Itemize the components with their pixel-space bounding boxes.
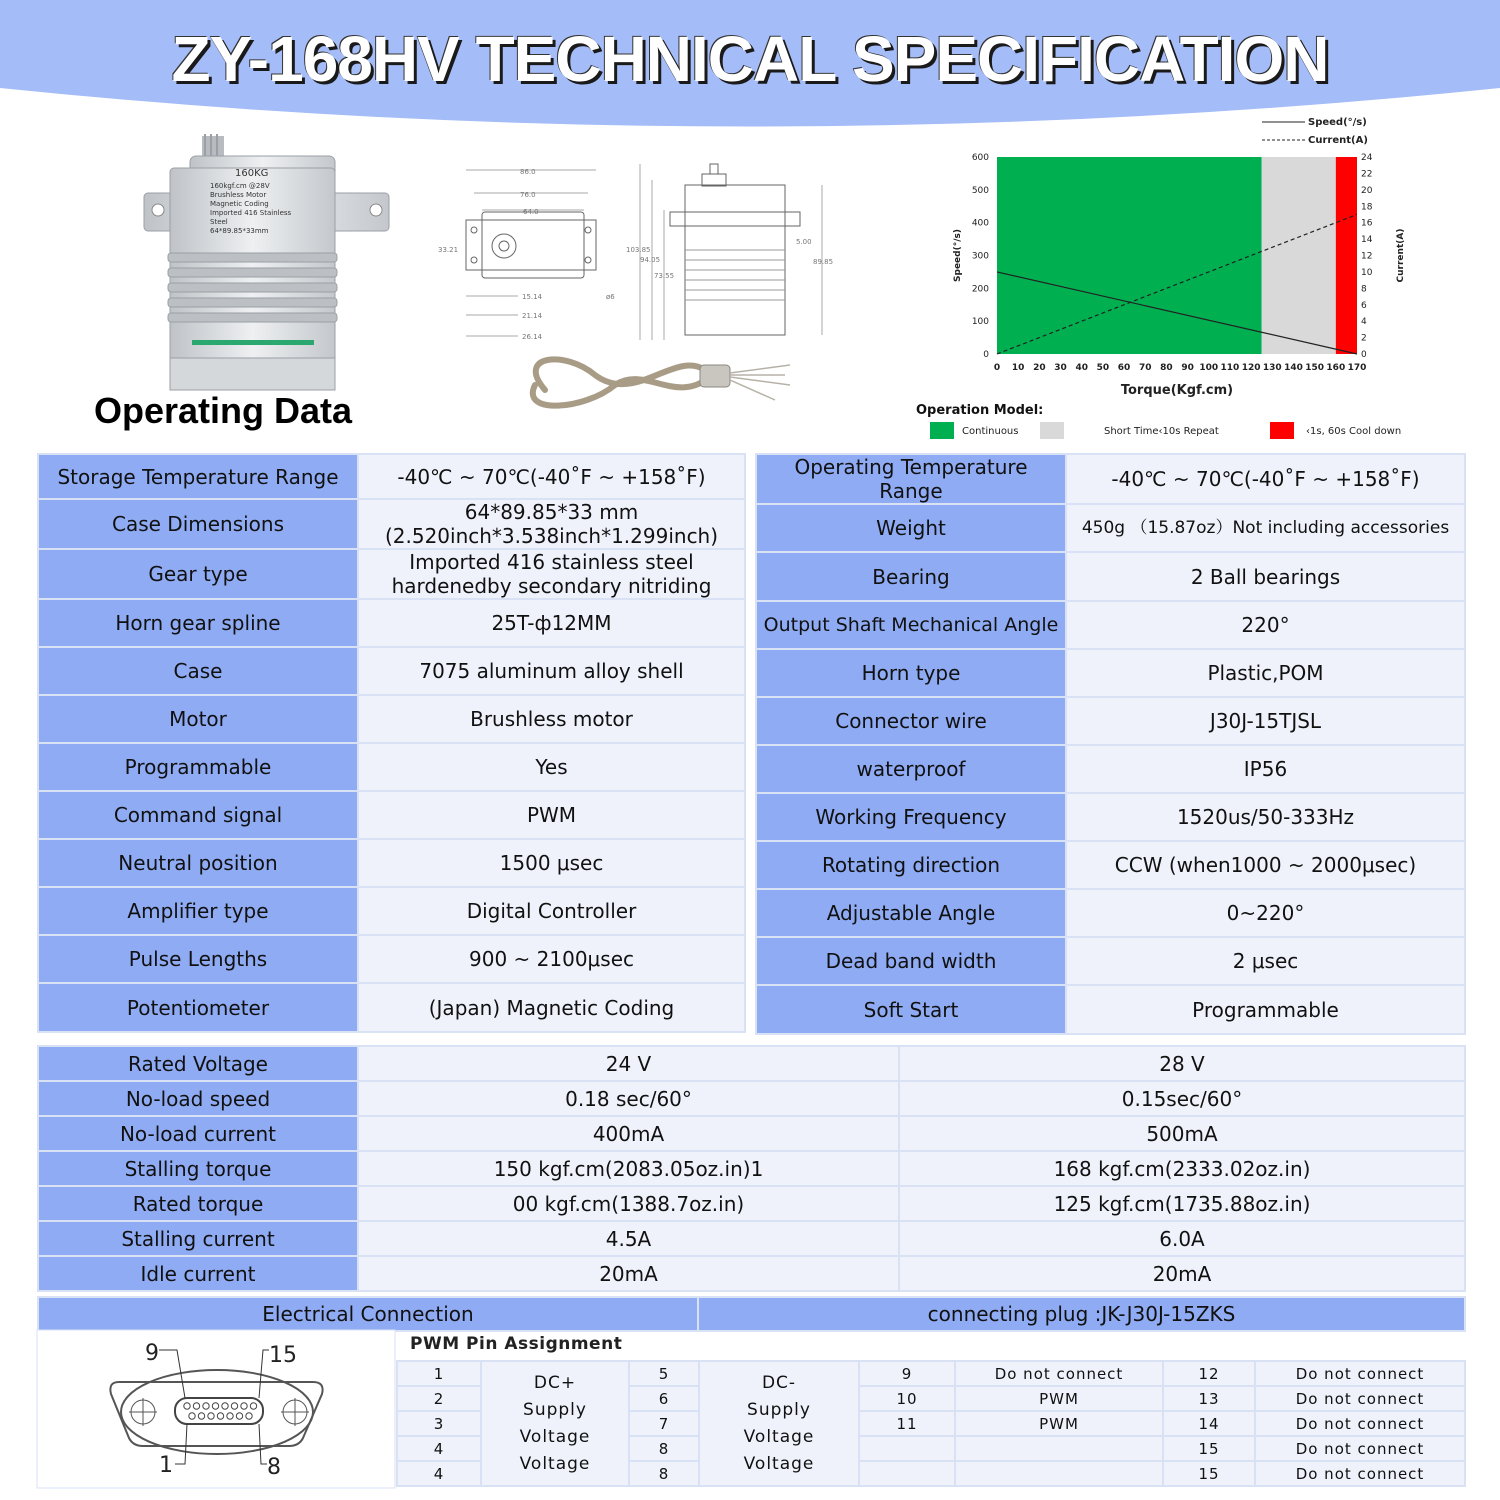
x-tick-label: 120	[1241, 363, 1261, 373]
connection-header	[37, 1296, 1466, 1332]
chart-zone-2	[1336, 157, 1357, 354]
spec-row	[756, 793, 1465, 841]
svg-text:15.14: 15.14	[522, 293, 543, 301]
spec-row	[756, 504, 1465, 552]
x-axis-label: Torque(Kgf.cm)	[1120, 383, 1234, 398]
svg-text:89.85: 89.85	[813, 258, 834, 266]
electrical-row	[38, 1256, 1465, 1291]
svg-text:64*89.85*33mm: 64*89.85*33mm	[210, 227, 269, 235]
spec-label: Rotating direction	[756, 841, 1066, 889]
svg-text:103.85: 103.85	[626, 246, 651, 254]
pin-number: 9	[859, 1361, 955, 1386]
x-tick-label: 0	[993, 363, 1001, 373]
spec-label: Case Dimensions	[38, 499, 358, 549]
spec-label: waterproof	[756, 745, 1066, 793]
spec-label: Output Shaft Mechanical Angle	[756, 601, 1066, 649]
x-tick-label: 40	[1075, 363, 1088, 373]
pin-function: Do not connect	[1255, 1411, 1465, 1436]
pin-number: 13	[1163, 1386, 1255, 1411]
pin-number: 15	[1163, 1436, 1255, 1461]
y2-tick-label: 8	[1361, 284, 1367, 295]
chart-zone-1	[1262, 157, 1336, 354]
spec-row	[38, 695, 745, 743]
spec-value: -40℃ ~ 70℃(-40˚F ~ +158˚F)	[358, 454, 745, 499]
svg-text:160kgf.cm @28V: 160kgf.cm @28V	[210, 182, 270, 190]
x-tick-label: 170	[1347, 363, 1367, 373]
svg-text:Brushless Motor: Brushless Motor	[210, 191, 267, 199]
pin-group-line: DC-	[761, 1372, 797, 1393]
spec-value: 1500 μsec	[358, 839, 745, 887]
connector-cable-image	[505, 345, 795, 415]
pin-function: PWM	[955, 1411, 1163, 1436]
electrical-connection-title: Electrical Connection	[38, 1297, 698, 1331]
spec-row	[756, 937, 1465, 985]
y-tick-label: 500	[971, 185, 989, 196]
spec-row	[756, 454, 1465, 504]
svg-text:86.0: 86.0	[520, 168, 536, 176]
pin-assignment-table	[396, 1360, 1466, 1487]
spec-value: Imported 416 stainless steel hardenedby secondary nitriding	[358, 549, 745, 599]
electrical-label: Rated torque	[38, 1186, 358, 1221]
electrical-value-24v: 00 kgf.cm(1388.7oz.in)	[358, 1186, 899, 1221]
electrical-value-24v: 150 kgf.cm(2083.05oz.in)1	[358, 1151, 899, 1186]
x-tick-label: 140	[1284, 363, 1303, 373]
pin-group-dc-minus	[699, 1361, 859, 1486]
pin-group-line: Supply	[747, 1399, 811, 1420]
spec-row	[38, 935, 745, 983]
pin-number: 15	[1163, 1461, 1255, 1486]
spec-row	[38, 743, 745, 791]
pin-function: Do not connect	[1255, 1461, 1465, 1486]
spec-value: Yes	[358, 743, 745, 791]
spec-value: Digital Controller	[358, 887, 745, 935]
electrical-value-24v: 400mA	[358, 1116, 899, 1151]
spec-label: Programmable	[38, 743, 358, 791]
spec-row	[756, 841, 1465, 889]
spec-row	[756, 745, 1465, 793]
electrical-value-24v: 20mA	[358, 1256, 899, 1291]
electrical-row	[38, 1151, 1465, 1186]
pin-group-dc-plus	[481, 1361, 629, 1486]
spec-label: Working Frequency	[756, 793, 1066, 841]
y2-tick-label: 16	[1361, 218, 1373, 229]
spec-row	[38, 454, 745, 499]
electrical-value-28v: 28 V	[899, 1046, 1465, 1081]
electrical-value-24v: 0.18 sec/60°	[358, 1081, 899, 1116]
x-tick-label: 60	[1117, 363, 1131, 373]
spec-value: J30J-15TJSL	[1066, 697, 1465, 745]
y-tick-label: 0	[983, 350, 989, 360]
connecting-plug-title: connecting plug :JK-J30J-15ZKS	[698, 1297, 1465, 1331]
spec-row	[38, 887, 745, 935]
spec-value: Programmable	[1066, 985, 1465, 1034]
spec-label: Pulse Lengths	[38, 935, 358, 983]
pin-number: 8	[629, 1461, 699, 1486]
svg-text:33.21: 33.21	[438, 246, 459, 254]
torque-speed-chart	[916, 110, 1420, 440]
pin-group-line: Voltage	[519, 1453, 591, 1474]
electrical-row	[38, 1081, 1465, 1116]
pin-function: Do not connect	[955, 1361, 1163, 1386]
spec-label: Command signal	[38, 791, 358, 839]
x-tick-label: 80	[1160, 363, 1173, 373]
pin-number: 4	[397, 1436, 481, 1461]
spec-value: 450g （15.87oz）Not including accessories	[1066, 504, 1465, 552]
x-tick-label: 150	[1305, 363, 1325, 373]
y-tick-label: 100	[971, 317, 989, 328]
electrical-label: Stalling current	[38, 1221, 358, 1256]
electrical-label: No-load current	[38, 1116, 358, 1151]
electrical-row	[38, 1221, 1465, 1256]
spec-value: Plastic,POM	[1066, 649, 1465, 697]
x-tick-label: 100	[1199, 363, 1219, 373]
x-tick-label: 70	[1138, 363, 1152, 373]
pin-number: 10	[859, 1386, 955, 1411]
spec-row	[38, 549, 745, 599]
electrical-row	[38, 1046, 1465, 1081]
y2-tick-label: 0	[1361, 350, 1367, 360]
svg-text:ø6: ø6	[606, 293, 615, 301]
pin-number	[859, 1436, 955, 1461]
y2-tick-label: 18	[1361, 202, 1373, 213]
y2-tick-label: 6	[1361, 300, 1367, 311]
pin-number: 5	[629, 1361, 699, 1386]
spec-value: 2 μsec	[1066, 937, 1465, 985]
spec-label: Potentiometer	[38, 983, 358, 1032]
electrical-value-28v: 20mA	[899, 1256, 1465, 1291]
y2-tick-label: 22	[1361, 169, 1373, 180]
servo-label-line: 160KG	[235, 168, 269, 179]
y2-tick-label: 14	[1361, 235, 1373, 246]
electrical-value-28v: 500mA	[899, 1116, 1465, 1151]
electrical-row	[38, 1116, 1465, 1151]
pin-group-line: Voltage	[519, 1426, 591, 1447]
y2-tick-label: 12	[1361, 251, 1373, 262]
svg-text:Steel: Steel	[210, 218, 228, 226]
svg-text:Magnetic Coding: Magnetic Coding	[210, 200, 269, 208]
pin-function: Do not connect	[1255, 1386, 1465, 1411]
spec-label: Motor	[38, 695, 358, 743]
pin-number: 4	[397, 1461, 481, 1486]
pin-function	[955, 1436, 1163, 1461]
svg-text:21.14: 21.14	[522, 312, 543, 320]
spec-value: (Japan) Magnetic Coding	[358, 983, 745, 1032]
spec-value: 2 Ball bearings	[1066, 552, 1465, 601]
y2-tick-label: 24	[1361, 153, 1373, 163]
pin-function: PWM	[955, 1386, 1163, 1411]
electrical-label: Rated Voltage	[38, 1046, 358, 1081]
x-tick-label: 90	[1181, 363, 1194, 373]
y-tick-label: 600	[971, 153, 989, 163]
pin-number: 3	[397, 1411, 481, 1436]
electrical-value-24v: 4.5A	[358, 1221, 899, 1256]
pin-number: 7	[629, 1411, 699, 1436]
y-tick-label: 300	[971, 251, 989, 262]
spec-row	[756, 649, 1465, 697]
x-tick-label: 130	[1262, 363, 1282, 373]
spec-label: Weight	[756, 504, 1066, 552]
y2-tick-label: 4	[1361, 317, 1367, 328]
legend-current-label: Current(A)	[1308, 135, 1368, 146]
x-tick-label: 160	[1326, 363, 1346, 373]
spec-label: Dead band width	[756, 937, 1066, 985]
electrical-table	[37, 1045, 1466, 1292]
pin-number	[859, 1461, 955, 1486]
operation-model-label: Continuous	[962, 426, 1019, 437]
spec-label: Operating Temperature Range	[756, 454, 1066, 504]
connector-label-9: 9	[145, 1341, 159, 1366]
spec-label: Bearing	[756, 552, 1066, 601]
spec-value: PWM	[358, 791, 745, 839]
pin-row	[397, 1361, 1465, 1386]
spec-value: -40℃ ~ 70℃(-40˚F ~ +158˚F)	[1066, 454, 1465, 504]
connector-label-1: 1	[159, 1453, 173, 1478]
spec-table-right	[755, 453, 1466, 1035]
electrical-label: Stalling torque	[38, 1151, 358, 1186]
spec-value: IP56	[1066, 745, 1465, 793]
spec-row	[38, 499, 745, 549]
spec-row	[756, 552, 1465, 601]
svg-text:Imported 416 Stainless: Imported 416 Stainless	[210, 209, 292, 217]
spec-label: Case	[38, 647, 358, 695]
spec-row	[38, 791, 745, 839]
y-axis-label: Speed(°/s)	[953, 229, 963, 282]
connector-diagram	[37, 1330, 395, 1488]
electrical-value-24v: 24 V	[358, 1046, 899, 1081]
x-tick-label: 10	[1011, 363, 1025, 373]
spec-table-left	[37, 453, 746, 1033]
spec-label: Connector wire	[756, 697, 1066, 745]
spec-value: 220°	[1066, 601, 1465, 649]
pin-group-line: Voltage	[743, 1453, 815, 1474]
spec-value: 1520us/50-333Hz	[1066, 793, 1465, 841]
pin-function: Do not connect	[1255, 1436, 1465, 1461]
y2-tick-label: 2	[1361, 333, 1367, 344]
y-tick-label: 400	[971, 218, 989, 229]
spec-row	[756, 985, 1465, 1034]
pin-number: 6	[629, 1386, 699, 1411]
spec-value: 0~220°	[1066, 889, 1465, 937]
spec-label: Soft Start	[756, 985, 1066, 1034]
operation-model-swatch	[1270, 422, 1294, 439]
pin-assignment-title: PWM Pin Assignment	[410, 1334, 623, 1354]
pin-group-line: Supply	[523, 1399, 587, 1420]
pin-function: Do not connect	[1255, 1361, 1465, 1386]
y2-tick-label: 20	[1361, 185, 1373, 196]
spec-label: Gear type	[38, 549, 358, 599]
electrical-label: No-load speed	[38, 1081, 358, 1116]
servo-product-image	[140, 128, 390, 398]
pin-number: 11	[859, 1411, 955, 1436]
page-title: ZY-168HV TECHNICAL SPECIFICATION	[171, 23, 1329, 95]
pin-number: 2	[397, 1386, 481, 1411]
spec-value: 64*89.85*33 mm (2.520inch*3.538inch*1.299inch)	[358, 499, 745, 549]
svg-text:5.00: 5.00	[796, 238, 812, 246]
svg-text:73.55: 73.55	[654, 272, 675, 280]
operation-model-title: Operation Model:	[916, 403, 1044, 418]
spec-row	[756, 601, 1465, 649]
spec-value: 7075 aluminum alloy shell	[358, 647, 745, 695]
spec-value: Brushless motor	[358, 695, 745, 743]
electrical-value-28v: 125 kgf.cm(1735.88oz.in)	[899, 1186, 1465, 1221]
spec-label: Horn type	[756, 649, 1066, 697]
svg-text:26.14: 26.14	[522, 333, 543, 341]
connector-label-8: 8	[267, 1455, 281, 1480]
electrical-value-28v: 0.15sec/60°	[899, 1081, 1465, 1116]
pin-group-line: Voltage	[743, 1426, 815, 1447]
x-tick-label: 50	[1096, 363, 1110, 373]
pin-function	[955, 1461, 1163, 1486]
chart-zone-0	[997, 157, 1262, 354]
spec-label: Neutral position	[38, 839, 358, 887]
operation-model-label: Short Time‹10s Repeat	[1104, 426, 1219, 437]
x-tick-label: 20	[1033, 363, 1046, 373]
spec-label: Amplifier type	[38, 887, 358, 935]
electrical-label: Idle current	[38, 1256, 358, 1291]
electrical-value-28v: 168 kgf.cm(2333.02oz.in)	[899, 1151, 1465, 1186]
spec-row	[38, 599, 745, 647]
operating-data-heading: Operating Data	[94, 390, 353, 431]
y2-tick-label: 10	[1361, 267, 1373, 278]
pin-number: 12	[1163, 1361, 1255, 1386]
connector-label-15: 15	[269, 1343, 297, 1368]
operation-model-swatch	[1040, 422, 1064, 439]
spec-row	[38, 983, 745, 1032]
svg-text:94.05: 94.05	[640, 256, 661, 264]
spec-label: Storage Temperature Range	[38, 454, 358, 499]
spec-value: 25T-ф12MM	[358, 599, 745, 647]
spec-label: Horn gear spline	[38, 599, 358, 647]
spec-value: 900 ~ 2100μsec	[358, 935, 745, 983]
spec-row	[38, 647, 745, 695]
pin-group-line: DC+	[533, 1372, 577, 1393]
operation-model-label: ‹1s, 60s Cool down	[1306, 426, 1402, 437]
x-tick-label: 110	[1220, 363, 1240, 373]
spec-row	[756, 697, 1465, 745]
pin-number: 8	[629, 1436, 699, 1461]
spec-value: CCW (when1000 ~ 2000μsec)	[1066, 841, 1465, 889]
pin-number: 1	[397, 1361, 481, 1386]
x-tick-label: 30	[1054, 363, 1067, 373]
electrical-row	[38, 1186, 1465, 1221]
spec-row	[38, 839, 745, 887]
y-tick-label: 200	[971, 284, 989, 295]
electrical-value-28v: 6.0A	[899, 1221, 1465, 1256]
svg-text:64.0: 64.0	[523, 208, 539, 216]
spec-label: Adjustable Angle	[756, 889, 1066, 937]
legend-speed-label: Speed(°/s)	[1308, 117, 1367, 128]
spec-row	[756, 889, 1465, 937]
y2-axis-label: Current(A)	[1396, 228, 1406, 283]
svg-text:76.0: 76.0	[520, 191, 536, 199]
operation-model-swatch	[930, 422, 954, 439]
pin-number: 14	[1163, 1411, 1255, 1436]
